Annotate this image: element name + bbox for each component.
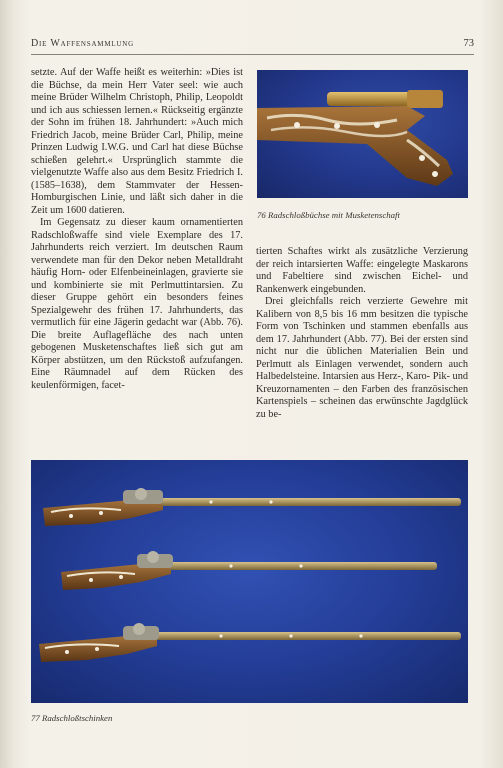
paragraph: Im Gegensatz zu dieser kaum ornamentierten Radschloßwaffe sind viele Exemplare des 17. Jahrhunderts reich verziert. Im deutschen Raum verwendete man für den Dekor neben Metalldraht häufig Horn- oder Elfenbeineinlagen, gravierte sie und kombinierte sie mit Perlmuttintarsien. Zu dieser Gruppe gehört ein besonders feines Spezialgewehr des frühen 17. Jahrhunderts, das vermutlich für eine Jägerin gedacht war (Abb. 76). Die breite Auflagefläche des nach unten gebogenen Musketenschaftes ließ sich gut am Körper abstützen, um den Rückstoß aufzufangen. Eine Räumnadel auf dem Rücken des keulenförmigen, facet- <box>31 217 243 391</box>
right-text-column <box>256 246 468 421</box>
paragraph: tierten Schaftes wirkt als zusätzliche Verzierung der reich intarsierten Waffe: eingelegte Maskarons und Fabeltiere sind zwischen Eichel- und Rankenwerk eingebunden. <box>256 246 468 295</box>
left-text-column <box>31 67 243 392</box>
figure-76-caption: 76 Radschloßbüchse mit Musketenschaft <box>257 210 400 220</box>
figure-77-photo <box>31 460 468 703</box>
running-title: Die Waffensammlung <box>31 38 134 49</box>
figure-76-photo <box>257 70 468 198</box>
three-guns-illustration <box>31 460 468 703</box>
musket-stock-illustration <box>257 70 468 198</box>
muzzle-shape <box>407 90 443 108</box>
tschinke-gun-3 <box>39 623 461 662</box>
paragraph: Drei gleichfalls reich verzierte Gewehre mit Kalibern von 8,5 bis 16 mm besitzen die typische Form von Tschinken und stammen ebenfalls aus dem 17. Jahrhundert (Abb. 77). Bei der ersten sind nicht nur die üblichen Materialien Bein und Perlmutt als Einlagen verwendet, sondern auch Halbedelsteine. Intarsien aus Herz-, Karo- Pik- und Kreuzornamenten – den Farben des französischen Kartenspiels – scheinen das erwünschte Jagdglück zu be- <box>256 296 468 420</box>
paragraph: setzte. Auf der Waffe heißt es weiterhin: »Dies ist die Büchse, da mein Herr Vater seel: wie auch meine Brüder Wilhelm Christoph, Philip, Leopoldt und ich aus schiessen lernen.« Rückseitig ergänzte der Sohn im frühen 18. Jahrhundert: »Auch mich Friedrich Jacob, meine Brüder Carl, Philip, meine Prinzen Ludwig I.W.G. und Carl hat diese Büchse schießen gelehrt.« Ursprünglich stammte die vielgenutzte Waffe also aus dem Besitz Friedrich I. (1585–1638), dem Stammvater der Hessen-Homburgischen Linie, und läßt sich daher in die Zeit um 1600 datieren. <box>31 67 243 216</box>
tschinke-gun-2 <box>61 551 437 590</box>
page-number: 73 <box>463 38 474 49</box>
page-header <box>31 38 474 55</box>
figure-77-caption: 77 Radschloßtschinken <box>31 713 113 723</box>
stock-shape <box>257 106 453 186</box>
tschinke-gun-1 <box>43 488 461 526</box>
